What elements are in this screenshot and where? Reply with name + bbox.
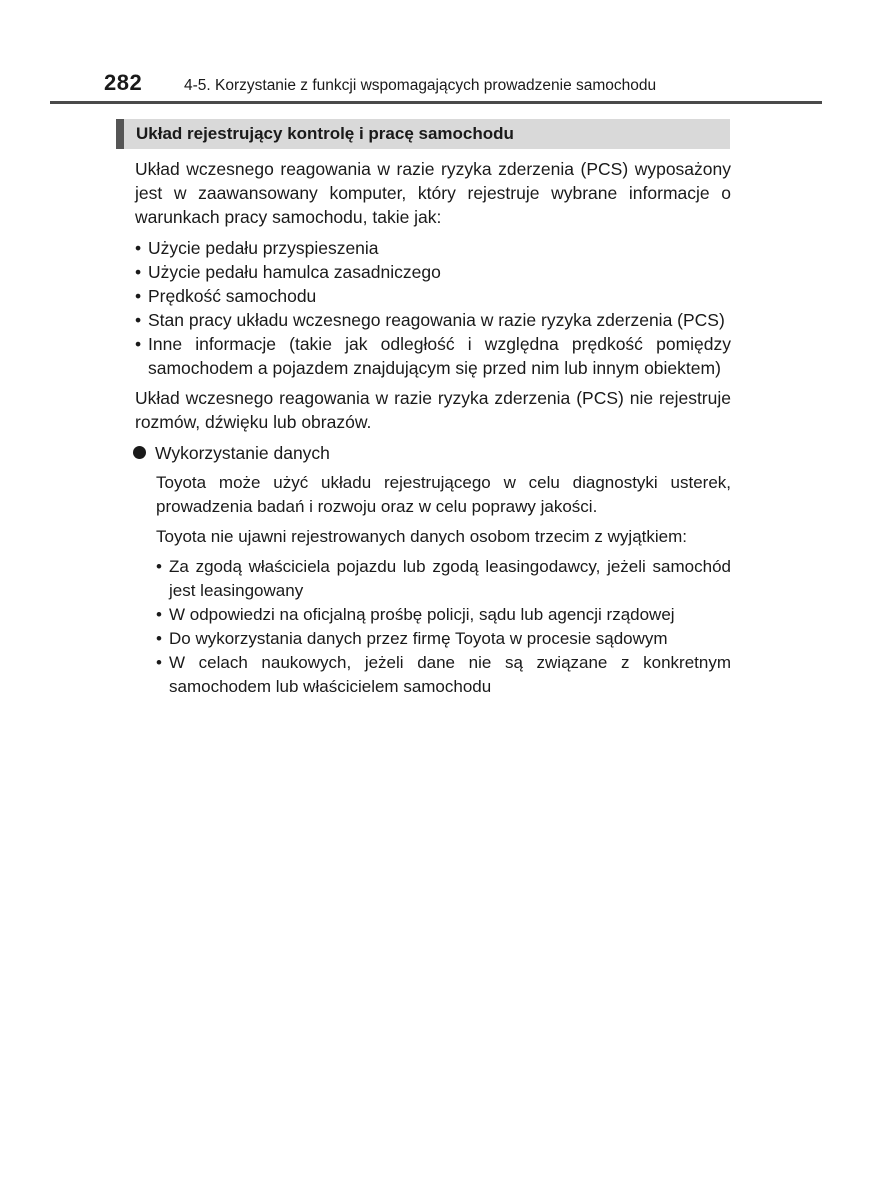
list-item: • Stan pracy układu wczesnego reagowania w razie ryzyka zderzenia (PCS)	[135, 310, 725, 330]
note-paragraph: Układ wczesnego reagowania w razie ryzyka zderzenia (PCS) nie rejestruje rozmów, dźwięku lub obrazów.	[135, 388, 731, 432]
list-item: • Za zgodą właściciela pojazdu lub zgodą leasingodawcy, jeżeli samochód jest leasingowany	[156, 557, 731, 600]
data-use-heading-label: Wykorzystanie danych	[155, 443, 330, 463]
data-use-heading	[131, 441, 731, 465]
section-heading-bar	[116, 119, 730, 149]
list-item: • W odpowiedzi na oficjalną prośbę policji, sądu lub agencji rządowej	[156, 605, 675, 624]
list-item: • Do wykorzystania danych przez firmę Toyota w procesie sądowym	[156, 629, 668, 648]
page-header	[0, 0, 877, 105]
page-number: 282	[104, 70, 143, 95]
page-body	[135, 157, 731, 705]
filled-circle-icon	[133, 446, 146, 459]
running-title: 4-5. Korzystanie z funkcji wspomagających prowadzenie samochodu	[184, 77, 657, 94]
list-item: • Inne informacje (takie jak odległość i względna prędkość pomiędzy samochodem a pojazdem znajdującym się przed nim lub innym obiektem)	[135, 334, 731, 378]
list-item: • Prędkość samochodu	[135, 286, 317, 306]
list-item: • Użycie pedału przyspieszenia	[135, 238, 379, 258]
intro-paragraph: Układ wczesnego reagowania w razie ryzyka zderzenia (PCS) wyposażony jest w zaawansowany komputer, który rejestruje wybrane informacje o warunkach pracy samochodu, takie jak:	[135, 159, 731, 227]
list-item: • Użycie pedału hamulca zasadniczego	[135, 262, 441, 282]
data-use-paragraph-1: Toyota może użyć układu rejestrującego w celu diagnostyki usterek, prowadzenia badań i rozwoju oraz w celu poprawy jakości.	[156, 473, 731, 516]
section-title: Układ rejestrujący kontrolę i pracę samochodu	[136, 124, 514, 143]
disclosure-exceptions-list	[156, 555, 731, 699]
data-use-paragraph-2: Toyota nie ujawni rejestrowanych danych osobom trzecim z wyjątkiem:	[156, 527, 688, 546]
header-rule	[50, 101, 822, 104]
recorded-data-list	[135, 236, 731, 380]
data-use-section	[156, 471, 731, 699]
list-item: • W celach naukowych, jeżeli dane nie są związane z konkretnym samochodem lub właścicielem samochodu	[156, 653, 731, 696]
